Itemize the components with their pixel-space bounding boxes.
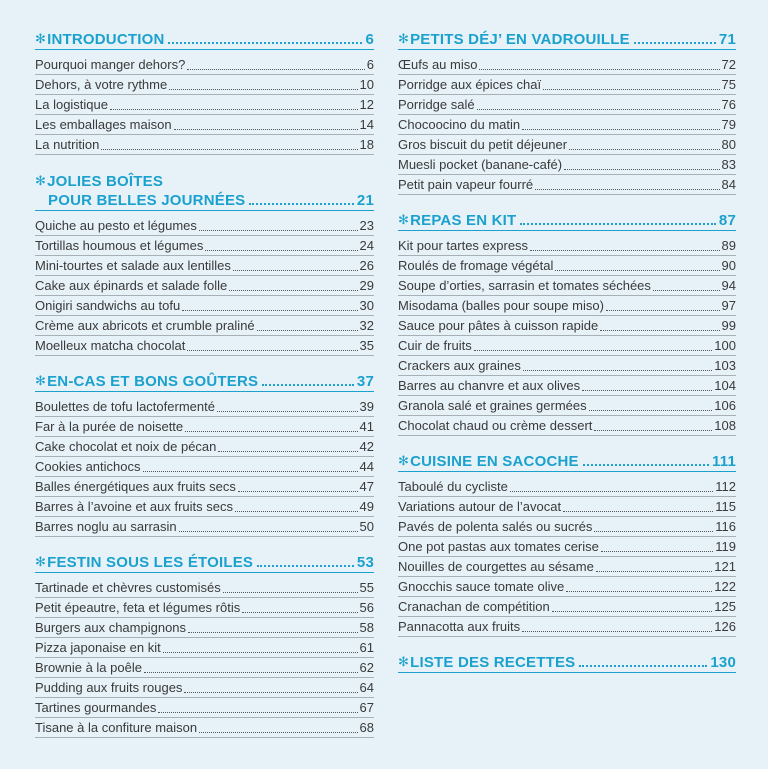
asterisk-icon [35, 29, 47, 49]
dot-leader [249, 203, 354, 205]
entry-page-number: 100 [714, 338, 736, 353]
entry-page-number: 10 [359, 77, 374, 92]
entry-page-number: 50 [359, 519, 374, 534]
section-page-number: 71 [718, 31, 736, 48]
entry-page-number: 104 [714, 378, 736, 393]
toc-entry [35, 296, 374, 316]
dot-leader [257, 565, 354, 567]
section-heading [35, 553, 374, 573]
asterisk-icon [35, 552, 47, 572]
entry-title: Tartinade et chèvres customisés [35, 580, 221, 595]
toc-entry [398, 497, 736, 517]
entry-title: Taboulé du cycliste [398, 479, 508, 494]
section-page-number: 111 [712, 453, 736, 470]
heading-line [398, 452, 736, 472]
toc-entry [35, 477, 374, 497]
entry-title: Les emballages maison [35, 117, 172, 132]
entry-page-number: 121 [714, 559, 736, 574]
toc-entry [398, 95, 736, 115]
section-title: FESTIN SOUS LES ÉTOILES [47, 554, 254, 571]
entry-page-number: 83 [721, 157, 736, 172]
toc-entry [398, 155, 736, 175]
dot-leader [217, 411, 358, 412]
section-page-number: 6 [365, 31, 374, 48]
dot-leader [479, 69, 719, 70]
toc-section [35, 30, 374, 155]
section-title: JOLIES BOÎTES [47, 173, 164, 190]
entry-list [35, 397, 374, 537]
dot-leader [510, 491, 713, 492]
asterisk-icon [35, 371, 47, 391]
entry-title: Barres à l’avoine et aux fruits secs [35, 499, 233, 514]
entry-page-number: 29 [359, 278, 374, 293]
entry-page-number: 64 [359, 680, 374, 695]
toc-section [398, 211, 736, 436]
dot-leader [101, 149, 357, 150]
toc-entry [35, 638, 374, 658]
entry-list [35, 578, 374, 738]
entry-page-number: 79 [721, 117, 736, 132]
toc-section [398, 653, 736, 673]
entry-title: Burgers aux champignons [35, 620, 187, 635]
asterisk-icon [398, 451, 410, 471]
entry-page-number: 84 [721, 177, 736, 192]
entry-page-number: 18 [359, 137, 374, 152]
entry-page-number: 68 [359, 720, 374, 735]
section-title: INTRODUCTION [47, 31, 165, 48]
heading-line [35, 30, 374, 50]
dot-leader [242, 612, 357, 613]
dot-leader [262, 384, 354, 386]
dot-leader [477, 109, 720, 110]
entry-page-number: 89 [721, 238, 736, 253]
entry-title: Roulés de fromage végétal [398, 258, 554, 273]
toc-section [398, 452, 736, 637]
heading-line [398, 653, 736, 673]
dot-leader [187, 69, 364, 70]
entry-title: Petit épeautre, feta et légumes rôtis [35, 600, 241, 615]
dot-leader [601, 551, 713, 552]
section-heading [398, 452, 736, 472]
toc-entry [35, 658, 374, 678]
toc-entry [398, 396, 736, 416]
toc-entry [35, 497, 374, 517]
section-page-number: 37 [356, 373, 374, 390]
dot-leader [564, 169, 720, 170]
section-page-number: 130 [710, 654, 736, 671]
section-title: EN-CAS ET BONS GOÛTERS [47, 373, 259, 390]
toc-section [35, 553, 374, 738]
entry-title: Dehors, à votre rythme [35, 77, 168, 92]
dot-leader [187, 350, 357, 351]
entry-title: Tortillas houmous et légumes [35, 238, 204, 253]
toc-entry [398, 356, 736, 376]
toc-entry [398, 236, 736, 256]
entry-title: Muesli pocket (banane-café) [398, 157, 563, 172]
toc-entry [35, 236, 374, 256]
dot-leader [566, 591, 712, 592]
entry-title: Crackers aux graines [398, 358, 521, 373]
entry-page-number: 76 [721, 97, 736, 112]
entry-page-number: 24 [359, 238, 374, 253]
heading-line [35, 191, 374, 211]
entry-page-number: 116 [715, 519, 736, 534]
entry-title: Brownie à la poêle [35, 660, 142, 675]
dot-leader [168, 42, 362, 44]
entry-list [398, 477, 736, 637]
dot-leader [233, 270, 358, 271]
dot-leader [594, 531, 713, 532]
toc-entry [398, 115, 736, 135]
entry-page-number: 55 [359, 580, 374, 595]
entry-list [398, 236, 736, 436]
entry-title: Nouilles de courgettes au sésame [398, 559, 594, 574]
dot-leader [634, 42, 716, 44]
dot-leader [474, 350, 713, 351]
entry-title: Misodama (balles pour soupe miso) [398, 298, 604, 313]
dot-leader [543, 89, 719, 90]
entry-title: Tisane à la confiture maison [35, 720, 198, 735]
toc-entry [398, 477, 736, 497]
toc-entry [35, 417, 374, 437]
entry-page-number: 125 [714, 599, 736, 614]
dot-leader [179, 531, 358, 532]
dot-leader [143, 471, 358, 472]
toc-entry [398, 416, 736, 436]
entry-title: La nutrition [35, 137, 100, 152]
entry-page-number: 23 [359, 218, 374, 233]
entry-page-number: 115 [715, 499, 736, 514]
dot-leader [174, 129, 358, 130]
toc-entry [35, 95, 374, 115]
entry-page-number: 26 [359, 258, 374, 273]
dot-leader [594, 430, 712, 431]
dot-leader [520, 223, 716, 225]
entry-title: Cuir de fruits [398, 338, 472, 353]
toc-entry [398, 577, 736, 597]
dot-leader [223, 592, 358, 593]
entry-list [398, 55, 736, 195]
entry-title: Balles énergétiques aux fruits secs [35, 479, 236, 494]
toc-entry [35, 397, 374, 417]
section-heading [35, 30, 374, 50]
heading-line [35, 553, 374, 573]
entry-title: Onigiri sandwichs au tofu [35, 298, 181, 313]
section-heading [35, 171, 374, 211]
entry-title: Pourquoi manger dehors? [35, 57, 186, 72]
asterisk-icon [398, 210, 410, 230]
entry-title: Gnocchis sauce tomate olive [398, 579, 565, 594]
toc-entry [35, 517, 374, 537]
dot-leader [582, 390, 712, 391]
entry-page-number: 56 [359, 600, 374, 615]
entry-page-number: 6 [366, 57, 374, 72]
entry-page-number: 67 [359, 700, 374, 715]
entry-title: Pizza japonaise en kit [35, 640, 161, 655]
dot-leader [184, 692, 357, 693]
toc-column-left [35, 30, 374, 754]
dot-leader [235, 511, 358, 512]
dot-leader [589, 410, 713, 411]
entry-title: Variations autour de l’avocat [398, 499, 562, 514]
section-heading [398, 30, 736, 50]
section-title: LISTE DES RECETTES [410, 654, 576, 671]
entry-page-number: 42 [359, 439, 374, 454]
toc-entry [398, 336, 736, 356]
entry-title: Œufs au miso [398, 57, 478, 72]
dot-leader [185, 431, 357, 432]
dot-leader [182, 310, 357, 311]
dot-leader [199, 732, 357, 733]
toc-entry [35, 437, 374, 457]
dot-leader [163, 652, 358, 653]
entry-title: Pannacotta aux fruits [398, 619, 521, 634]
toc-entry [398, 557, 736, 577]
entry-title: Granola salé et graines germées [398, 398, 587, 413]
dot-leader [522, 631, 712, 632]
entry-title: Cookies antichocs [35, 459, 141, 474]
dot-leader [535, 189, 719, 190]
section-title: CUISINE EN SACOCHE [410, 453, 579, 470]
entry-page-number: 47 [359, 479, 374, 494]
toc-entry [398, 256, 736, 276]
dot-leader [158, 712, 357, 713]
dot-leader [205, 250, 357, 251]
entry-title: Cake aux épinards et salade folle [35, 278, 228, 293]
toc-entry [35, 718, 374, 738]
toc-section [398, 30, 736, 195]
heading-line [398, 30, 736, 50]
toc-entry [35, 216, 374, 236]
toc-column-right [398, 30, 736, 689]
toc-entry [398, 135, 736, 155]
heading-line [35, 171, 374, 191]
entry-page-number: 108 [714, 418, 736, 433]
dot-leader [563, 511, 713, 512]
entry-page-number: 12 [359, 97, 374, 112]
entry-title: Barres au chanvre et aux olives [398, 378, 581, 393]
heading-line [35, 372, 374, 392]
entry-title: Tartines gourmandes [35, 700, 157, 715]
dot-leader [530, 250, 719, 251]
entry-title: Pavés de polenta salés ou sucrés [398, 519, 593, 534]
entry-title: Soupe d’orties, sarrasin et tomates séchées [398, 278, 651, 293]
entry-page-number: 80 [721, 137, 736, 152]
section-page-number: 53 [356, 554, 374, 571]
toc-entry [398, 175, 736, 195]
dot-leader [600, 330, 719, 331]
entry-page-number: 97 [721, 298, 736, 313]
entry-title: Crème aux abricots et crumble praliné [35, 318, 255, 333]
toc-entry [398, 376, 736, 396]
entry-title: Moelleux matcha chocolat [35, 338, 186, 353]
entry-title: One pot pastas aux tomates cerise [398, 539, 599, 554]
toc-entry [35, 618, 374, 638]
toc-entry [398, 316, 736, 336]
entry-list [35, 55, 374, 155]
section-heading [398, 653, 736, 673]
entry-title: Porridge aux épices chaï [398, 77, 542, 92]
dot-leader [569, 149, 719, 150]
dot-leader [238, 491, 358, 492]
toc-entry [35, 135, 374, 155]
entry-page-number: 35 [359, 338, 374, 353]
entry-page-number: 49 [359, 499, 374, 514]
entry-title: Porridge salé [398, 97, 475, 112]
entry-page-number: 126 [714, 619, 736, 634]
entry-page-number: 61 [359, 640, 374, 655]
toc-section [35, 372, 374, 537]
dot-leader [579, 665, 707, 667]
section-title: POUR BELLES JOURNÉES [48, 192, 246, 209]
entry-page-number: 99 [721, 318, 736, 333]
dot-leader [523, 370, 712, 371]
dot-leader [555, 270, 719, 271]
asterisk-icon [398, 652, 410, 672]
heading-line [398, 211, 736, 231]
toc-section [35, 171, 374, 356]
toc-entry [398, 75, 736, 95]
toc-entry [398, 517, 736, 537]
section-heading [398, 211, 736, 231]
entry-title: Sauce pour pâtes à cuisson rapide [398, 318, 599, 333]
entry-page-number: 106 [714, 398, 736, 413]
entry-title: Boulettes de tofu lactofermenté [35, 399, 215, 414]
entry-list [35, 216, 374, 356]
entry-page-number: 103 [714, 358, 736, 373]
entry-page-number: 72 [721, 57, 736, 72]
entry-title: Mini-tourtes et salade aux lentilles [35, 258, 231, 273]
entry-title: Chocolat chaud ou crème dessert [398, 418, 593, 433]
entry-title: Far à la purée de noisette [35, 419, 184, 434]
entry-title: La logistique [35, 97, 108, 112]
section-page-number: 21 [356, 192, 374, 209]
dot-leader [169, 89, 357, 90]
toc-entry [398, 597, 736, 617]
toc-entry [35, 578, 374, 598]
entry-page-number: 41 [359, 419, 374, 434]
entry-page-number: 119 [715, 539, 736, 554]
toc-entry [35, 698, 374, 718]
entry-title: Cake chocolat et noix de pécan [35, 439, 217, 454]
section-title: PETITS DÉJ’ EN VADROUILLE [410, 31, 630, 48]
entry-page-number: 94 [721, 278, 736, 293]
dot-leader [552, 611, 713, 612]
dot-leader [229, 290, 357, 291]
dot-leader [188, 632, 358, 633]
asterisk-icon [35, 171, 47, 191]
entry-page-number: 90 [721, 258, 736, 273]
entry-title: Petit pain vapeur fourré [398, 177, 534, 192]
dot-leader [583, 464, 709, 466]
dot-leader [218, 451, 357, 452]
asterisk-icon [398, 29, 410, 49]
toc-entry [35, 75, 374, 95]
entry-title: Gros biscuit du petit déjeuner [398, 137, 568, 152]
entry-page-number: 32 [359, 318, 374, 333]
entry-page-number: 75 [721, 77, 736, 92]
dot-leader [606, 310, 720, 311]
toc-entry [35, 256, 374, 276]
entry-page-number: 62 [359, 660, 374, 675]
dot-leader [110, 109, 358, 110]
toc-entry [398, 276, 736, 296]
toc-entry [35, 457, 374, 477]
entry-title: Chocoocino du matin [398, 117, 521, 132]
toc-entry [35, 115, 374, 135]
dot-leader [144, 672, 358, 673]
entry-title: Quiche au pesto et légumes [35, 218, 197, 233]
dot-leader [257, 330, 358, 331]
toc-entry [35, 678, 374, 698]
toc-entry [35, 55, 374, 75]
toc-entry [35, 276, 374, 296]
toc-entry [35, 316, 374, 336]
entry-title: Pudding aux fruits rouges [35, 680, 183, 695]
entry-page-number: 58 [359, 620, 374, 635]
entry-page-number: 14 [359, 117, 374, 132]
entry-page-number: 112 [715, 479, 736, 494]
entry-page-number: 122 [714, 579, 736, 594]
toc-entry [398, 55, 736, 75]
toc-entry [398, 617, 736, 637]
section-heading [35, 372, 374, 392]
dot-leader [596, 571, 712, 572]
dot-leader [653, 290, 720, 291]
entry-page-number: 30 [359, 298, 374, 313]
toc-entry [35, 598, 374, 618]
entry-title: Kit pour tartes express [398, 238, 529, 253]
toc-entry [35, 336, 374, 356]
section-page-number: 87 [718, 212, 736, 229]
section-title: REPAS EN KIT [410, 212, 517, 229]
toc-entry [398, 296, 736, 316]
toc-entry [398, 537, 736, 557]
entry-title: Barres noglu au sarrasin [35, 519, 177, 534]
dot-leader [199, 230, 358, 231]
dot-leader [522, 129, 719, 130]
entry-title: Cranachan de compétition [398, 599, 550, 614]
entry-page-number: 44 [359, 459, 374, 474]
entry-page-number: 39 [359, 399, 374, 414]
